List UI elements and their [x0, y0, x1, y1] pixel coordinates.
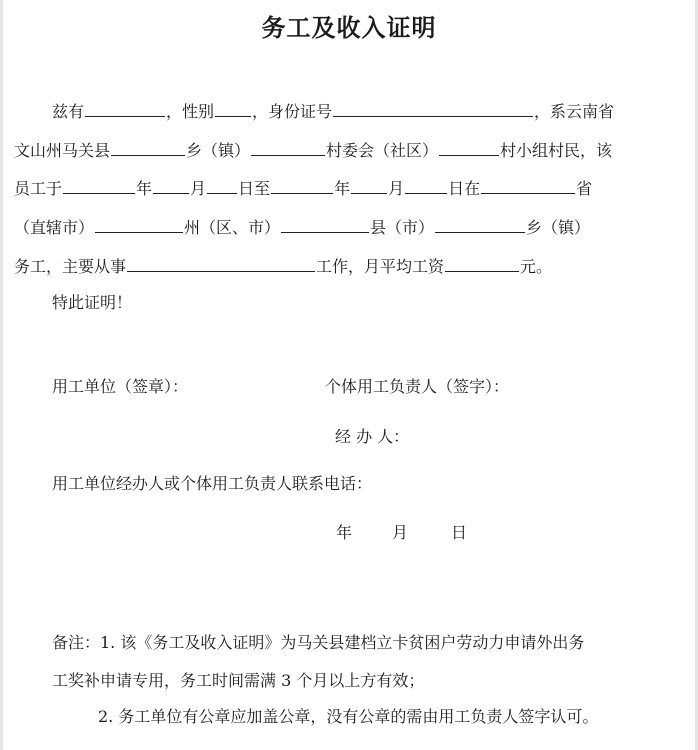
end-day-blank[interactable] — [405, 177, 447, 194]
text-township: 乡（镇） — [186, 141, 251, 160]
job-type-blank[interactable] — [127, 255, 315, 272]
text-engaged-in: 务工，主要从事 — [14, 257, 127, 276]
text-year: 年 — [136, 179, 153, 198]
prefecture-blank[interactable] — [95, 216, 183, 233]
start-year-blank[interactable] — [63, 177, 135, 194]
note-1-line-1: 备注：1. 该《务工及收入证明》为马关县建档立卡贫困户劳动力申请外出务 — [52, 633, 585, 652]
text-county: 文山州马关县 — [14, 141, 111, 160]
work-province-blank[interactable] — [481, 177, 575, 194]
start-day-blank[interactable] — [207, 177, 237, 194]
note-2: 2. 务工单位有公章应加盖公章，没有公章的需由用工负责人签字认可。 — [98, 707, 599, 726]
end-month-blank[interactable] — [351, 177, 387, 194]
name-blank[interactable] — [85, 100, 165, 117]
employer-seal-label: 用工单位（签章）： — [52, 377, 189, 396]
text-employee-from: 员工于 — [14, 179, 63, 198]
body-line-4 — [14, 216, 590, 239]
village-committee-blank[interactable] — [251, 139, 325, 156]
body-line-1 — [52, 100, 614, 123]
text-day-to: 日至 — [238, 179, 271, 198]
body-line-5 — [14, 255, 552, 278]
work-township-blank[interactable] — [435, 216, 525, 233]
date-month-label: 月 — [392, 523, 409, 542]
body-line-3 — [14, 177, 592, 200]
text-ziyou: 兹有 — [52, 102, 85, 121]
text-work-county: 县（市） — [370, 218, 435, 237]
left-border — [0, 0, 3, 750]
certify-text: 特此证明！ — [52, 293, 133, 312]
start-month-blank[interactable] — [153, 177, 189, 194]
individual-signature-label: 个体用工负责人（签字）： — [325, 377, 510, 396]
gender-blank[interactable] — [215, 100, 251, 117]
text-work-township: 乡（镇） — [526, 218, 591, 237]
document-title: 务工及收入证明 — [261, 14, 437, 42]
end-year-blank[interactable] — [271, 177, 333, 194]
work-county-blank[interactable] — [281, 216, 369, 233]
note-1-line-2: 工奖补申请专用，务工时间需满 3 个月以上方有效； — [52, 671, 425, 690]
handler-label: 经 办 人： — [335, 427, 410, 446]
township-blank[interactable] — [111, 139, 185, 156]
text-monthly-wage: 工作，月平均工资 — [316, 257, 445, 276]
text-month-2: 月 — [388, 179, 405, 198]
village-group-blank[interactable] — [439, 139, 499, 156]
wage-blank[interactable] — [445, 255, 519, 272]
text-municipality: （直辖市） — [14, 218, 95, 237]
date-day-label: 日 — [451, 523, 468, 542]
text-province: ，系云南省 — [534, 102, 615, 121]
text-id-number: ，身份证号 — [252, 102, 333, 121]
text-year-2: 年 — [334, 179, 351, 198]
text-yuan: 元。 — [520, 257, 553, 276]
body-line-2 — [14, 139, 612, 162]
text-village-committee: 村委会（社区） — [326, 141, 439, 160]
id-number-blank[interactable] — [333, 100, 533, 117]
text-day-at: 日在 — [448, 179, 481, 198]
text-gender: ，性别 — [166, 102, 215, 121]
text-village-group: 村小组村民，该 — [500, 141, 613, 160]
date-year-label: 年 — [336, 523, 353, 542]
text-sheng: 省 — [576, 179, 593, 198]
contact-phone-label: 用工单位经办人或个体用工负责人联系电话： — [52, 474, 373, 493]
text-prefecture: 州（区、市） — [184, 218, 281, 237]
text-month: 月 — [190, 179, 207, 198]
